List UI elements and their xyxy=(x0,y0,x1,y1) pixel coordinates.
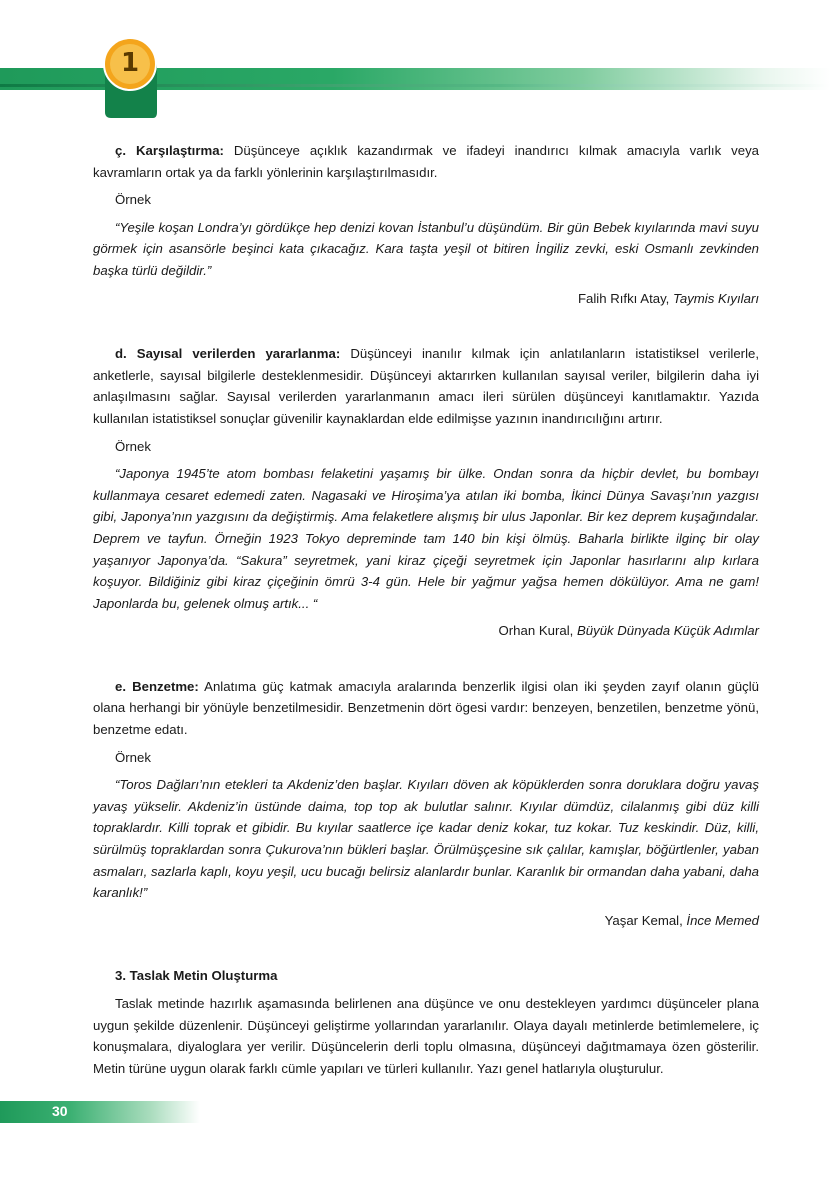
example-label: Örnek xyxy=(115,192,151,208)
term-benzetme: e. Benzetme: xyxy=(115,678,199,694)
source-work: Büyük Dünyada Küçük Adımlar xyxy=(576,623,759,639)
chapter-number: 1 xyxy=(120,48,140,78)
quote-source xyxy=(93,910,759,932)
paragraph-karsilastirma xyxy=(93,140,759,183)
definition-sayisal-veriler: Düşünceyi inanılır kılmak için anlatılanların istatistiksel verilerle, anketlerle, sayısal bilgilerle desteklenmesidir. Düşünceyi aktarırken kullanılan sayısal veriler, bilgilerin daha iyi anlaşılmasını sağlar. Sayısal verilerden yararlanmanın amacı ileri sürülen düşünceyi kanıtlamaktır. Yazıda kullanılan istatistiksel sonuçlar güvenilir kaynaklardan elde edilmişse yazının inandırıcılığını artırır. xyxy=(93,346,759,426)
source-author: Yaşar Kemal, xyxy=(604,912,687,928)
quote-source xyxy=(93,288,759,310)
footer-bar xyxy=(0,1101,200,1123)
example-quote: “Japonya 1945’te atom bombası felaketini yaşamış bir ülke. Ondan sonra da hiçbir devlet, bu bombayı kullanmaya cesaret edemedi zaten. Nagasaki ve Hiroşima’ya atılan iki bomba, İkinci Dünya Savaşı’nın yazgısı gibi, Japonya’nın yazgısını da değiştirmiş. Ama felaketlere alışmış bir ulus Japonlar. Bir kez deprem kuşağındalar. Deprem ve tayfun. Örneğin 1923 Tokyo depreminde tam 140 bin kişi ölmüş. Baharla birlikte ilginç bir olay yaşanıyor Japonya’da. “Sakura” seyretmek, yani kiraz çiçeği seyretmek için Japonlar hasırlarını alıp kırlara koşuyor. Bildiğiniz gibi kiraz çiçeğinin ömrü 3-4 gün. Hele bir yağmur yağsa hemen dökülüyor. Ama ne gam! Japonlarda bu, gelenek olmuş artık... “ xyxy=(93,466,759,611)
quote-source xyxy=(93,620,759,642)
source-author: Falih Rıfkı Atay, xyxy=(577,290,674,306)
section-heading: 3. Taslak Metin Oluşturma xyxy=(115,968,278,984)
definition-benzetme: Anlatıma güç katmak amacıyla aralarında benzerlik ilgisi olan iki şeyden zayıf olanın güçlü olana herhangi bir yönüyle benzetilmesidir. Benzetmenin dört ögesi vardır: benzeyen, benzetilen, benzetme yönü, benzetme edatı. xyxy=(93,678,759,738)
chapter-badge xyxy=(101,34,159,120)
definition-karsilastirma: Düşünceye açıklık kazandırmak ve ifadeyi inandırıcı kılmak amacıyla varlık veya kavramların ortak ya da farklı yönlerinin karşılaştırılmasıdır. xyxy=(93,143,759,180)
term-karsilastirma: ç. Karşılaştırma: xyxy=(115,143,224,158)
page-content xyxy=(93,140,759,1079)
page-number: 30 xyxy=(52,1103,68,1119)
paragraph-sayisal-veriler xyxy=(93,343,759,429)
example-quote: “Yeşile koşan Londra’yı gördükçe hep denizi kovan İstanbul’u düşündüm. Bir gün Bebek kıyılarında mavi suyu görmek için asansörle beşinci kata çıkacağız. Kara taşta yeşil ot bitiren İngiliz zevki, eski Osmanlı zevkinden başka türlü değildir.” xyxy=(93,219,759,278)
example-label: Örnek xyxy=(115,438,151,454)
source-author: Orhan Kural, xyxy=(498,623,577,639)
term-sayisal-veriler: d. Sayısal verilerden yararlanma: xyxy=(115,346,341,362)
paragraph-benzetme xyxy=(93,676,759,741)
source-work: Taymis Kıyıları xyxy=(673,290,759,306)
paragraph-taslak-metin: Taslak metinde hazırlık aşamasında belirlenen ana düşünce ve onu destekleyen yardımcı düşünceler plana uygun şekilde düzenlenir. Düşünceyi geliştirme yollarından yararlanılır. Olaya dayalı metinlerde betimlemelere, iç konuşmalara, diyaloglara yer verilir. Düşüncelerin derli toplu olmasına, düşünceyi dağıtmamaya özen gösterilir. Metin türüne uygun olarak farklı cümle yapıları ve türleri kullanılır. Yazı genel hatlarıyla oluşturulur. xyxy=(93,996,759,1076)
example-quote: “Toros Dağları’nın etekleri ta Akdeniz’den başlar. Kıyıları döven ak köpüklerden sonra doruklara doğru yavaş yavaş yükselir. Akdeniz’in üstünde daima, top top ak bulutlar salınır. Kıyılar dümdüz, cilalanmış gibi düz killi topraklardır. Killi toprak et gibidir. Bu kıyılar saatlerce içe kadar deniz kokar, tuz kokar. Tuz keskindir. Düz, killi, sürülmüş topraklardan sonra Çukurova’nın bükleri başlar. Örülmüşçesine sık çalılar, kamışlar, böğürtlenler, yaban asmaları, sazlarla kaplı, koyu yeşil, ucu bucağı belirsiz alanlardır bunlar. Karanlık bir ormandan daha yabani, daha karanlık!” xyxy=(93,777,759,901)
source-work: İnce Memed xyxy=(686,912,759,928)
example-label: Örnek xyxy=(115,749,151,765)
